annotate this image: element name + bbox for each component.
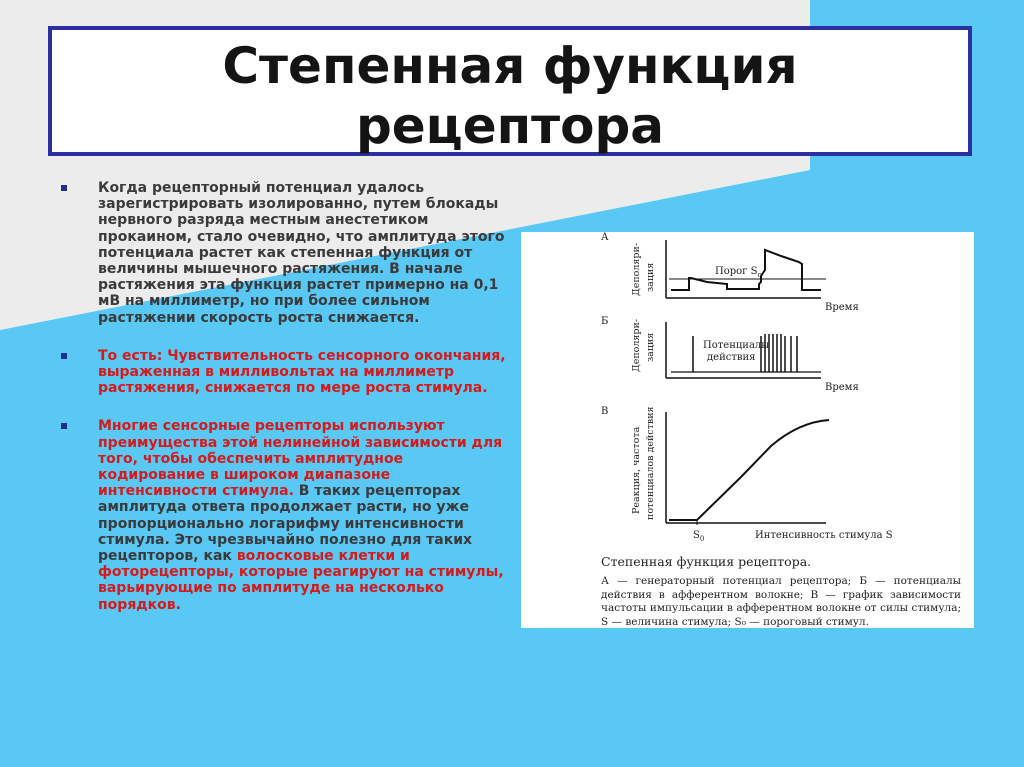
receptor-figure bbox=[521, 232, 974, 628]
panel-a-xlabel: Время bbox=[825, 302, 859, 313]
bullet-text: То есть: Чувствительность сенсорного окончания, выраженная в милливольтах на миллиметр растяжения, снижается по мере роста стимула. bbox=[98, 347, 506, 397]
panel-b-letter: Б bbox=[601, 316, 609, 327]
title-line-2: рецептора bbox=[355, 97, 665, 155]
bullet-square-icon bbox=[61, 423, 67, 429]
title-line-1: Степенная функция bbox=[222, 37, 798, 95]
panel-a-threshold-label: Порог $S_с$ bbox=[715, 266, 762, 279]
figure-caption bbox=[601, 554, 961, 629]
panel-a-ylabel-2: зация bbox=[645, 262, 656, 292]
panel-c-response-curve bbox=[669, 420, 829, 520]
caption-title: Степенная функция рецептора. bbox=[601, 554, 812, 569]
slide-title bbox=[52, 36, 968, 156]
bullet-item bbox=[58, 348, 508, 397]
panel-c-s0-label: $S_0$ bbox=[693, 530, 705, 543]
panel-b-xlabel: Время bbox=[825, 382, 859, 393]
title-frame bbox=[48, 26, 972, 156]
bullet-text-red: волосковые клетки и фоторецепторы, которые реагируют на стимулы, варьирующие по амплитуде на несколько порядков. bbox=[98, 548, 504, 613]
bullet-list bbox=[58, 180, 508, 635]
bullet-text: Когда рецепторный потенциал удалось зарегистрировать изолированно, путем блокады нервного разряда местным анестетиком прокаином, стало очевидно, что амплитуда этого потенциала растет как степенная функция от величины мышечного растяжения. В начале растяжения эта функция растет примерно на 0,1 мВ на миллиметр, но при более сильном растяжении скорость роста снижается. bbox=[98, 180, 505, 326]
bullet-text-red: Многие сенсорные рецепторы используют преимущества этой нелинейной зависимости для того, чтобы обеспечить амплитудное кодирование в широком диапазоне интенсивности стимула. bbox=[98, 418, 503, 500]
panel-c-xlabel: Интенсивность стимула S bbox=[755, 530, 893, 541]
bullet-item bbox=[58, 180, 508, 326]
bullet-square-icon bbox=[61, 185, 67, 191]
panel-c-letter: В bbox=[601, 406, 609, 417]
panel-b-label-1: Потенциалы bbox=[703, 340, 770, 351]
panel-b-ylabel-2: зация bbox=[645, 332, 656, 362]
panel-c-ylabel-1: Реакция, частота bbox=[631, 426, 642, 514]
caption-body: А — генераторный потенциал рецептора; Б — потенциалы действия в афферентном волокне; В — график зависимости частоты импульсации в афферентном волокне от силы стимула; S — величина стимула; S₀ — пороговый стимул. bbox=[601, 575, 961, 628]
panel-a-ylabel-1: Деполяри- bbox=[631, 242, 642, 296]
bullet-text-dark: В таких рецепторах амплитуда ответа продолжает расти, но уже пропорционально логарифму интенсивности стимула. Это чрезвычайно полезно для таких рецепторов, как bbox=[98, 483, 473, 565]
bullet-item bbox=[58, 418, 508, 612]
bullet-square-icon bbox=[61, 353, 67, 359]
panel-b-label-2: действия bbox=[707, 352, 756, 363]
panel-c-ylabel-2: потенциалов действия bbox=[645, 406, 656, 520]
panel-b-ylabel-1: Деполяри- bbox=[631, 318, 642, 372]
panel-a-letter: А bbox=[601, 232, 609, 243]
